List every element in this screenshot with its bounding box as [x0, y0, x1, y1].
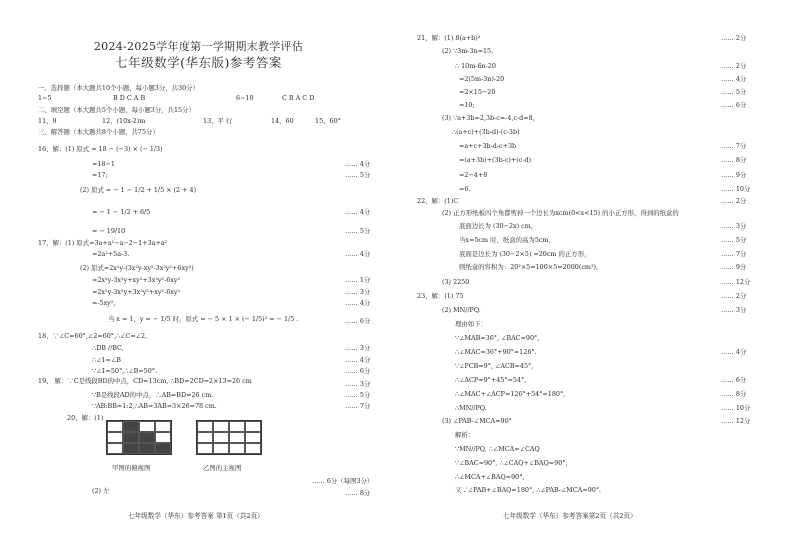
- answer-line: 三、解答题（本大题共8个小题，共75分）: [38, 128, 159, 136]
- answer-line: (2) ∵3m-3n=15,: [442, 47, 494, 55]
- score-mark: …… 3分: [721, 222, 747, 230]
- top-view-grid: [106, 420, 172, 455]
- answer-line: (3) 2250: [442, 278, 470, 286]
- score-mark: …… 6分: [721, 101, 747, 109]
- answer-line: 13、平 行: [203, 117, 233, 125]
- answer-line: =2−4+8: [459, 171, 488, 179]
- score-mark: …… 12分: [721, 417, 751, 425]
- score-mark: …… 10分: [721, 404, 751, 412]
- answer-line: (2) 原式 = − 1 − 1/2 + 1/5 × (2 + 4): [80, 186, 197, 194]
- score-mark: …… 2分: [721, 292, 747, 300]
- answer-line: =2a²+5a-3.: [92, 250, 130, 258]
- answer-line: ∵AB:BB=1:2,∴AB=3AB=3×26=78 cm.: [92, 402, 217, 410]
- answer-line: 底面是边长为 (30−2×5) =20cm 的正方形，: [459, 250, 591, 258]
- answer-line: ∵∠1=50°,∴∠B=50°.: [92, 367, 158, 375]
- answer-line: 一、选择题（本大题共10个小题，每小题3分，共30分）: [38, 84, 199, 92]
- score-mark: …… 4分: [345, 208, 371, 216]
- answer-line: 当x=5cm 时，纸盒的高为5cm,: [459, 236, 551, 244]
- top-view-label: 甲图的俯视图: [112, 464, 151, 472]
- answer-line: 1~5: [38, 94, 52, 102]
- score-mark: …… 12分: [721, 278, 751, 286]
- answer-line: ∴∠ACP=9°+45°=54°,: [455, 376, 527, 384]
- answer-line: =10;: [459, 101, 475, 109]
- answer-line: ∴∠MAC+∠ACP=126°+54°=180°,: [455, 390, 566, 398]
- score-mark: …… 4分: [345, 160, 371, 168]
- score-mark: …… 8分: [721, 390, 747, 398]
- answer-line: 二、填空题（本大题共5个小题，每小题3分，共15分）: [38, 106, 195, 114]
- answer-line: =a+c+3b-d-c+3b: [459, 142, 517, 150]
- answer-line: 21、解：(1) 8(a+b)²: [417, 34, 481, 42]
- answer-line: ∴DB //BC,: [92, 344, 124, 352]
- score-mark: …… 4分: [721, 75, 747, 83]
- answer-line: 解析：: [455, 431, 475, 439]
- answer-line: (2) MN//PQ.: [442, 306, 481, 314]
- score-mark: …… 8分: [721, 156, 747, 164]
- exam-title: 2024-2025学年度第一学期期末教学评估: [93, 40, 304, 53]
- answer-line: =2×15−20: [459, 88, 496, 96]
- score-mark: …… 4分: [345, 356, 371, 364]
- main-view-label: 乙图的主视图: [203, 464, 242, 472]
- answer-line: ∴ 10m-6n-20: [455, 62, 496, 70]
- score-mark: …… 4分: [345, 299, 371, 307]
- main-view-grid: [196, 420, 262, 455]
- answer-line: ∴MN//PQ.: [455, 404, 487, 412]
- answer-line: 16、解：(1) 原式 = 18 − (−3) × (− 1/3): [38, 145, 163, 153]
- answer-page-2: [397, 0, 794, 544]
- answer-line: =6.: [459, 185, 471, 193]
- answer-line: 6~10: [236, 94, 254, 102]
- answer-line: 17、解：(1) 原式=3a+a²−a−2−1+3a+a²: [38, 239, 168, 247]
- answer-line: (2) 左: [92, 487, 110, 495]
- answer-line: =(a+3b)+(3b-c)+(c-d): [459, 156, 532, 164]
- score-mark: …… 4分: [345, 250, 371, 258]
- answer-line: = − 1 − 1/2 + 6/5: [92, 208, 151, 216]
- score-mark: …… 5分: [721, 236, 747, 244]
- answer-line: = − 19/10: [92, 227, 126, 235]
- answer-line: ∵∠BAC=90°, ∴∠CAQ+∠BAQ=90°,: [455, 459, 568, 467]
- answer-line: 18、∵∠C=60°,∠2=60°,∴∠C=∠2,: [38, 332, 148, 340]
- answer-line: =17;: [92, 171, 108, 179]
- answer-line: ∴(a+c)+(3b-d)-(c-3b): [452, 128, 520, 136]
- page-2-footer: 七年级数学（华东）参考答案第2页（共2页）: [503, 512, 637, 520]
- score-mark: …… 7分: [721, 250, 747, 258]
- answer-key-title: 七年级数学(华东版)参考答案: [115, 55, 282, 70]
- answer-line: 底面边长为 (30−2x) cm,: [459, 222, 533, 230]
- answer-line: 12、(10x-2)m: [102, 117, 146, 125]
- answer-line: ∴∠1=∠B: [92, 356, 121, 364]
- answer-line: =18−1: [92, 160, 115, 168]
- answer-line: (2) 原式=2x²y-(3x²y-xy²-3x²y²+6xy²): [80, 264, 194, 272]
- score-mark: …… 2分: [721, 197, 747, 205]
- answer-line: =2(5m-3n)-20: [459, 75, 505, 83]
- answer-line: (3) ∵a+3b=2,3b-c=-4,c-d=8,: [442, 114, 535, 122]
- answer-line: 22、解：(1)C: [417, 197, 459, 205]
- score-mark: …… 3分: [345, 380, 371, 388]
- answer-line: ∵MN//PQ, ∴∠MCA=∠CAQ: [455, 445, 540, 453]
- answer-line: =2x²y-3x²y+3x²y²+xy²-6xy²: [92, 288, 181, 296]
- answer-line: ∴∠MCA+∠BAQ=90°,: [455, 473, 525, 481]
- score-mark: …… 3分: [345, 288, 371, 296]
- answer-line: 23、解：(1) 75: [417, 292, 464, 300]
- score-mark: …… 6分: [721, 376, 747, 384]
- score-mark: …… 5分: [345, 171, 371, 179]
- answer-line: ∵B是线段AD的中点，∴AB=BD=26 cm.: [92, 391, 214, 399]
- answer-line: 理由如下：: [455, 320, 487, 328]
- score-mark: …… 5分: [345, 227, 371, 235]
- score-mark: …… 3分: [345, 344, 371, 352]
- grid-score: …… 6分（每图3分）: [312, 477, 374, 485]
- score-mark: …… 9分: [721, 263, 747, 271]
- answer-line: B D C A B: [113, 94, 146, 102]
- answer-line: (2) 正方形纸板四个角都剪掉一个边长为xcm(0<x<15) 的小正方形，得到的纸盒的: [442, 209, 679, 217]
- answer-line: C B A C D: [282, 94, 315, 102]
- score-mark: …… 6分: [345, 317, 371, 325]
- answer-line: 则纸盒的容积为：20²×5=100×5=2000(cm³),: [459, 263, 599, 271]
- page-1-footer: 七年级数学（华东）参考答案 第1页（共2页）: [128, 512, 264, 520]
- score-mark: …… 9分: [721, 171, 747, 179]
- answer-line: 11、9: [38, 117, 57, 125]
- score-mark: …… 7分: [721, 142, 747, 150]
- answer-line: ∴∠MAC=36°+90°=126°.: [455, 348, 537, 356]
- answer-line: =2x²y-3x²y+xy²+3x²y²-6xy²: [92, 276, 181, 284]
- answer-line: 19、 解：∵C是线段BD的中点，CD=13cm, ∴BD=2CD=2×13=26 cm: [38, 377, 252, 385]
- score-mark: …… 8分: [345, 489, 371, 497]
- score-mark: …… 2分: [721, 34, 747, 42]
- answer-line: 14、60: [271, 117, 294, 125]
- score-mark: …… 6分: [345, 367, 371, 375]
- answer-line: 20、解：(1): [67, 414, 104, 422]
- score-mark: …… 3分: [721, 306, 747, 314]
- score-mark: …… 1分: [345, 276, 371, 284]
- answer-line: =-5xy²,: [92, 299, 116, 307]
- answer-line: 又∵∠PAB+∠BAQ=180°, ∴∠PAB-∠MCA=90°.: [455, 486, 602, 494]
- score-mark: …… 7分: [345, 402, 371, 410]
- answer-line: (3) ∠PAB-∠MCA=90°: [442, 417, 512, 425]
- answer-line: ∵∠MAB=36°, ∠BAC=90°,: [455, 334, 540, 342]
- answer-line: 15、60°: [315, 117, 341, 125]
- score-mark: …… 4分: [721, 348, 747, 356]
- score-mark: …… 2分: [721, 62, 747, 70]
- answer-line: ∵∠PCB=9°, ∠ACB=45°,: [455, 362, 534, 370]
- answer-line: 当 x = 1，y = − 1/5 时，原式 = − 5 × 1 × (− 1/5)² = − 1/5 .: [108, 315, 299, 323]
- score-mark: …… 10分: [721, 185, 751, 193]
- score-mark: …… 5分: [721, 88, 747, 96]
- score-mark: …… 5分: [345, 391, 371, 399]
